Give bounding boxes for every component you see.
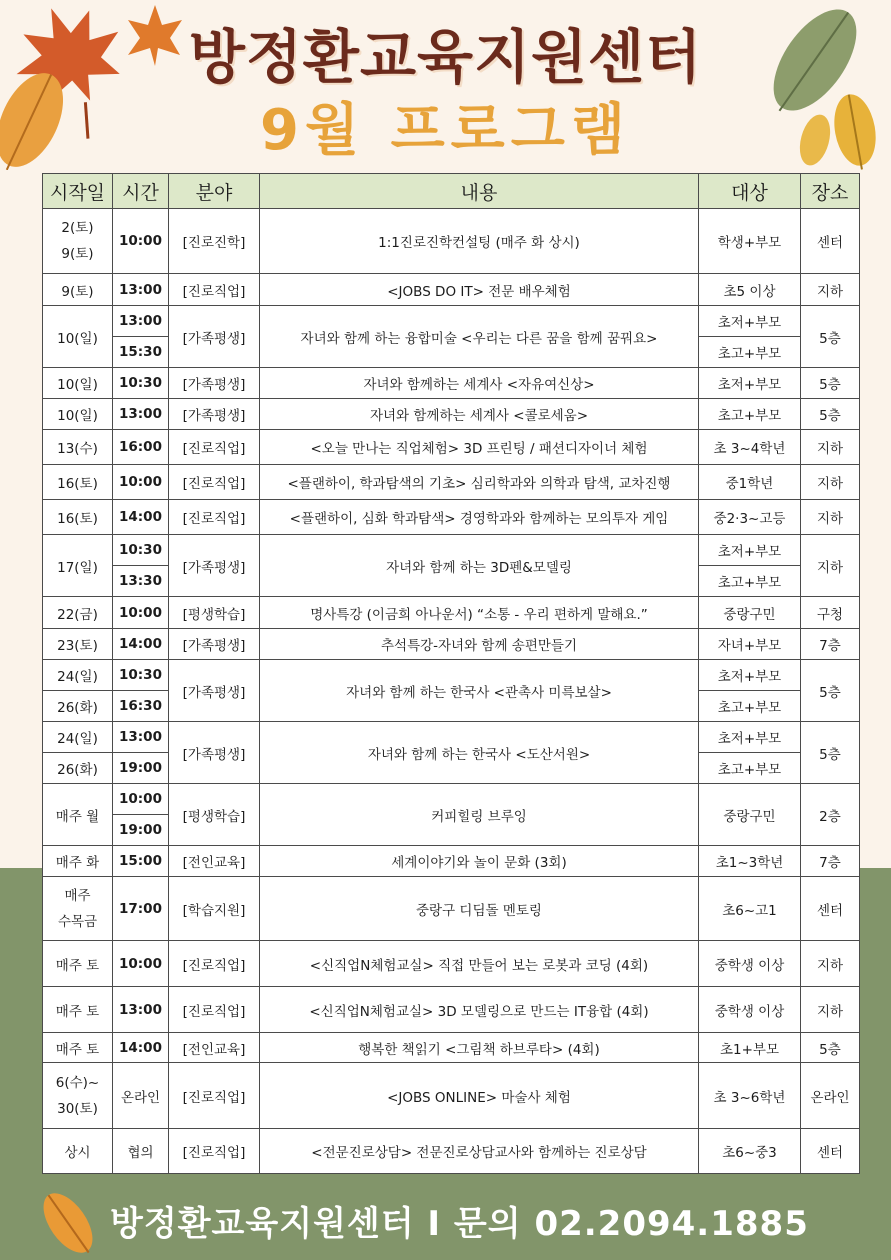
table-row <box>43 209 860 274</box>
content-cell: 커피힐링 브루잉 <box>260 784 699 846</box>
program-table <box>42 173 860 1174</box>
field-cell: [진로진학] <box>169 209 260 274</box>
target-cell: 중2·3~고등 <box>699 500 801 535</box>
time-cell: 13:30 <box>113 566 169 597</box>
target-cell: 초고+부모 <box>699 691 801 722</box>
target-cell: 중학생 이상 <box>699 941 801 987</box>
table-row <box>43 368 860 399</box>
target-cell: 초1~3학년 <box>699 846 801 877</box>
place-cell: 5층 <box>801 660 860 722</box>
date-cell: 6(수)~ 30(토) <box>43 1063 113 1129</box>
time-cell: 온라인 <box>113 1063 169 1129</box>
content-cell: 자녀와 함께 하는 한국사 <도산서원> <box>260 722 699 784</box>
target-cell: 중랑구민 <box>699 784 801 846</box>
time-cell: 16:30 <box>113 691 169 722</box>
time-cell: 19:00 <box>113 815 169 846</box>
content-cell: 세계이야기와 놀이 문화 (3회) <box>260 846 699 877</box>
field-cell: [진로직업] <box>169 465 260 500</box>
table-row <box>43 465 860 500</box>
date-cell: 26(화) <box>43 753 113 784</box>
target-cell: 학생+부모 <box>699 209 801 274</box>
target-cell: 초고+부모 <box>699 753 801 784</box>
target-cell: 초 3~4학년 <box>699 430 801 465</box>
date-cell: 2(토) 9(토) <box>43 209 113 274</box>
time-cell: 10:00 <box>113 597 169 629</box>
table-row <box>43 1063 860 1129</box>
place-cell: 센터 <box>801 1129 860 1174</box>
column-header: 시간 <box>113 174 169 209</box>
time-cell: 16:00 <box>113 430 169 465</box>
page-title: 방정환교육지원센터 <box>188 23 703 91</box>
field-cell: [가족평생] <box>169 306 260 368</box>
target-cell: 초5 이상 <box>699 274 801 306</box>
table-row <box>43 784 860 815</box>
field-cell: [진로직업] <box>169 1129 260 1174</box>
content-cell: <JOBS ONLINE> 마술사 체험 <box>260 1063 699 1129</box>
field-cell: [진로직업] <box>169 1063 260 1129</box>
table-row <box>43 399 860 430</box>
target-cell: 초저+부모 <box>699 306 801 337</box>
table-row <box>43 722 860 753</box>
place-cell: 지하 <box>801 500 860 535</box>
target-cell: 초6~중3 <box>699 1129 801 1174</box>
table-row <box>43 306 860 337</box>
content-cell: 자녀와 함께 하는 융합미술 <우리는 다른 꿈을 함께 꿈꿔요> <box>260 306 699 368</box>
time-cell: 10:30 <box>113 535 169 566</box>
content-cell: <오늘 만나는 직업체험> 3D 프린팅 / 패션디자이너 체험 <box>260 430 699 465</box>
field-cell: [진로직업] <box>169 500 260 535</box>
target-cell: 초고+부모 <box>699 566 801 597</box>
date-cell: 16(토) <box>43 465 113 500</box>
target-cell: 초6~고1 <box>699 877 801 941</box>
time-cell: 19:00 <box>113 753 169 784</box>
content-cell: <JOBS DO IT> 전문 배우체험 <box>260 274 699 306</box>
content-cell: 중랑구 디딤돌 멘토링 <box>260 877 699 941</box>
date-cell: 23(토) <box>43 629 113 660</box>
time-cell: 10:30 <box>113 660 169 691</box>
content-cell: <신직업N체험교실> 직접 만들어 보는 로봇과 코딩 (4회) <box>260 941 699 987</box>
field-cell: [가족평생] <box>169 368 260 399</box>
field-cell: [가족평생] <box>169 399 260 430</box>
time-cell: 15:30 <box>113 337 169 368</box>
content-cell: <신직업N체험교실> 3D 모델링으로 만드는 IT융합 (4회) <box>260 987 699 1033</box>
table-row <box>43 629 860 660</box>
target-cell: 초1+부모 <box>699 1033 801 1063</box>
target-cell: 초저+부모 <box>699 660 801 691</box>
column-header: 분야 <box>169 174 260 209</box>
date-cell: 22(금) <box>43 597 113 629</box>
field-cell: [가족평생] <box>169 535 260 597</box>
date-cell: 13(수) <box>43 430 113 465</box>
field-cell: [진로직업] <box>169 987 260 1033</box>
date-cell: 매주 토 <box>43 1033 113 1063</box>
footer-contact: 방정환교육지원센터 I 문의 02.2094.1885 <box>110 1204 809 1244</box>
date-cell: 상시 <box>43 1129 113 1174</box>
column-header: 대상 <box>699 174 801 209</box>
time-cell: 14:00 <box>113 500 169 535</box>
content-cell: <플랜하이, 학과탐색의 기초> 심리학과와 의학과 탐색, 교차진행 <box>260 465 699 500</box>
time-cell: 10:00 <box>113 465 169 500</box>
date-cell: 24(일) <box>43 660 113 691</box>
target-cell: 중1학년 <box>699 465 801 500</box>
time-cell: 17:00 <box>113 877 169 941</box>
time-cell: 10:30 <box>113 368 169 399</box>
target-cell: 초저+부모 <box>699 722 801 753</box>
place-cell: 5층 <box>801 368 860 399</box>
table-row <box>43 941 860 987</box>
target-cell: 중학생 이상 <box>699 987 801 1033</box>
target-cell: 중랑구민 <box>699 597 801 629</box>
content-cell: 자녀와 함께하는 세계사 <콜로세움> <box>260 399 699 430</box>
time-cell: 10:00 <box>113 209 169 274</box>
place-cell: 센터 <box>801 209 860 274</box>
time-cell: 협의 <box>113 1129 169 1174</box>
field-cell: [학습지원] <box>169 877 260 941</box>
place-cell: 지하 <box>801 274 860 306</box>
content-cell: 추석특강-자녀와 함께 송편만들기 <box>260 629 699 660</box>
date-cell: 26(화) <box>43 691 113 722</box>
target-cell: 초저+부모 <box>699 368 801 399</box>
table-row <box>43 987 860 1033</box>
place-cell: 5층 <box>801 722 860 784</box>
field-cell: [진로직업] <box>169 941 260 987</box>
time-cell: 13:00 <box>113 274 169 306</box>
field-cell: [평생학습] <box>169 784 260 846</box>
content-cell: 1:1진로진학컨설팅 (매주 화 상시) <box>260 209 699 274</box>
field-cell: [가족평생] <box>169 629 260 660</box>
table-row <box>43 660 860 691</box>
date-cell: 매주 수목금 <box>43 877 113 941</box>
date-cell: 10(일) <box>43 368 113 399</box>
place-cell: 7층 <box>801 629 860 660</box>
table-row <box>43 597 860 629</box>
place-cell: 지하 <box>801 987 860 1033</box>
content-cell: 자녀와 함께하는 세계사 <자유여신상> <box>260 368 699 399</box>
place-cell: 5층 <box>801 1033 860 1063</box>
target-cell: 초저+부모 <box>699 535 801 566</box>
place-cell: 5층 <box>801 399 860 430</box>
date-cell: 24(일) <box>43 722 113 753</box>
place-cell: 지하 <box>801 430 860 465</box>
date-cell: 16(토) <box>43 500 113 535</box>
field-cell: [전인교육] <box>169 846 260 877</box>
time-cell: 13:00 <box>113 399 169 430</box>
place-cell: 구청 <box>801 597 860 629</box>
date-cell: 17(일) <box>43 535 113 597</box>
content-cell: 명사특강 (이금희 아나운서) “소통 - 우리 편하게 말해요.” <box>260 597 699 629</box>
place-cell: 지하 <box>801 465 860 500</box>
field-cell: [가족평생] <box>169 722 260 784</box>
column-header: 시작일 <box>43 174 113 209</box>
place-cell: 지하 <box>801 535 860 597</box>
time-cell: 14:00 <box>113 629 169 660</box>
place-cell: 센터 <box>801 877 860 941</box>
time-cell: 13:00 <box>113 306 169 337</box>
time-cell: 14:00 <box>113 1033 169 1063</box>
content-cell: 자녀와 함께 하는 3D펜&모델링 <box>260 535 699 597</box>
table-header-row <box>43 174 860 209</box>
place-cell: 7층 <box>801 846 860 877</box>
table-row <box>43 1033 860 1063</box>
target-cell: 초고+부모 <box>699 337 801 368</box>
table-row <box>43 877 860 941</box>
date-cell: 10(일) <box>43 399 113 430</box>
content-cell: <플랜하이, 심화 학과탐색> 경영학과와 함께하는 모의투자 게임 <box>260 500 699 535</box>
field-cell: [전인교육] <box>169 1033 260 1063</box>
table-row <box>43 1129 860 1174</box>
table-row <box>43 274 860 306</box>
time-cell: 10:00 <box>113 784 169 815</box>
time-cell: 13:00 <box>113 722 169 753</box>
place-cell: 5층 <box>801 306 860 368</box>
table-row <box>43 500 860 535</box>
target-cell: 초 3~6학년 <box>699 1063 801 1129</box>
field-cell: [평생학습] <box>169 597 260 629</box>
table-row <box>43 846 860 877</box>
place-cell: 온라인 <box>801 1063 860 1129</box>
table-row <box>43 535 860 566</box>
column-header: 내용 <box>260 174 699 209</box>
content-cell: 행복한 책읽기 <그림책 하브루타> (4회) <box>260 1033 699 1063</box>
date-cell: 9(토) <box>43 274 113 306</box>
field-cell: [진로직업] <box>169 274 260 306</box>
date-cell: 매주 월 <box>43 784 113 846</box>
date-cell: 매주 화 <box>43 846 113 877</box>
time-cell: 10:00 <box>113 941 169 987</box>
column-header: 장소 <box>801 174 860 209</box>
page-subtitle: 9월 프로그램 <box>260 98 631 163</box>
place-cell: 2층 <box>801 784 860 846</box>
date-cell: 매주 토 <box>43 987 113 1033</box>
place-cell: 지하 <box>801 941 860 987</box>
time-cell: 15:00 <box>113 846 169 877</box>
target-cell: 초고+부모 <box>699 399 801 430</box>
content-cell: <전문진로상담> 전문진로상담교사와 함께하는 진로상담 <box>260 1129 699 1174</box>
content-cell: 자녀와 함께 하는 한국사 <관촉사 미륵보살> <box>260 660 699 722</box>
target-cell: 자녀+부모 <box>699 629 801 660</box>
autumn-leaf-icon <box>30 1185 105 1260</box>
time-cell: 13:00 <box>113 987 169 1033</box>
field-cell: [가족평생] <box>169 660 260 722</box>
field-cell: [진로직업] <box>169 430 260 465</box>
date-cell: 매주 토 <box>43 941 113 987</box>
date-cell: 10(일) <box>43 306 113 368</box>
table-row <box>43 430 860 465</box>
